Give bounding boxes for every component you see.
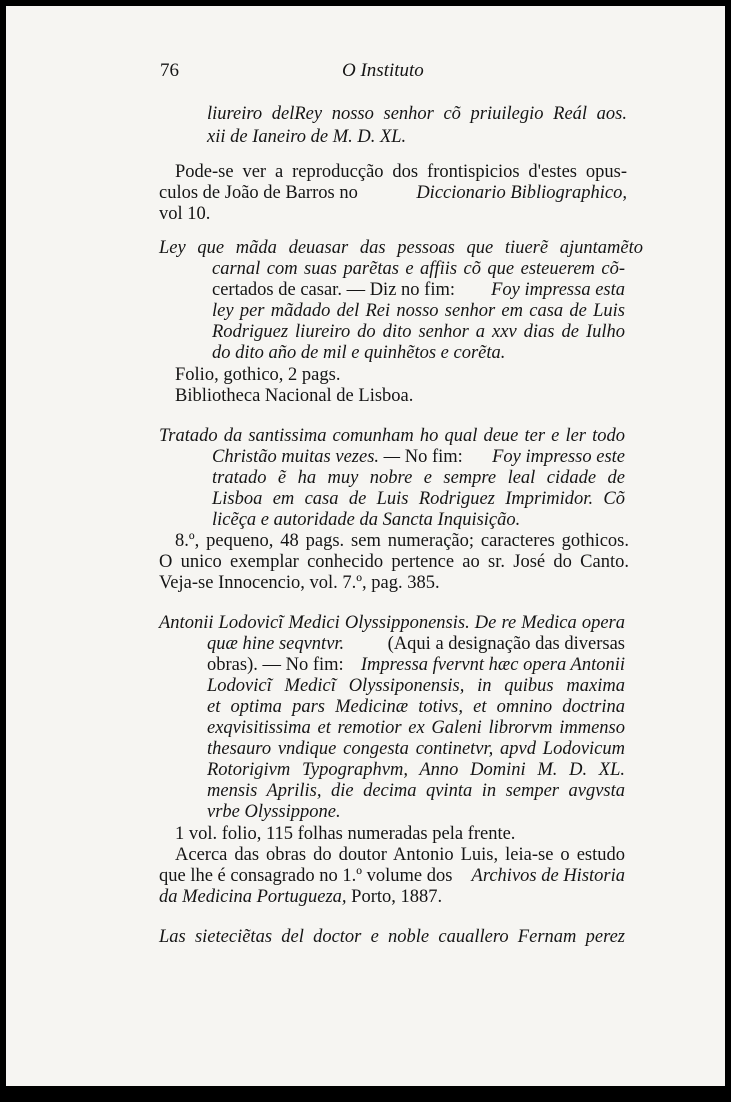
running-title: O Instituto: [342, 60, 424, 81]
text-line: do dito año de mil e quinhẽtos e corẽta.: [212, 343, 506, 363]
text-run: culos de João de Barros no: [159, 183, 358, 203]
text-line-group: [207, 654, 625, 676]
text-line: O unico exemplar conhecido pertence ao sr. José do Canto.: [159, 552, 629, 572]
text-line: 1 vol. folio, 115 folhas numeradas pela frente.: [175, 824, 516, 844]
text-run-italic: Foy impressa esta: [491, 280, 625, 300]
text-run: certados de casar. — Diz no fim:: [212, 280, 455, 300]
text-line: vrbe Olyssippone.: [207, 802, 341, 822]
text-line-group: [207, 633, 625, 655]
text-line: Lisboa em casa de Luis Rodriguez Imprimidor. Cõ: [212, 489, 625, 509]
text-line-group: [159, 886, 442, 908]
text-run: No fim:: [404, 447, 463, 467]
text-line: et optima pars Medicinæ totivs, et omnino doctrina: [207, 697, 625, 717]
text-line: Lodovicĩ Medicĩ Olyssiponensis, in quibus maxima: [207, 676, 625, 696]
page-header: [160, 60, 580, 86]
text-run: (Aqui a designação das diversas: [387, 634, 625, 654]
text-line: Las sieteciẽtas del doctor e noble cauallero Fernam perez: [159, 927, 625, 947]
text-run: que lhe é consagrado no 1.º volume dos: [159, 866, 453, 886]
text-line: carnal com suas parẽtas e affiis cõ que esteuerem cõ-: [212, 259, 625, 279]
text-line: Bibliotheca Nacional de Lisboa.: [175, 386, 414, 406]
text-run-italic: Impressa fvervnt hæc opera Antonii: [360, 655, 625, 675]
text-run: Porto, 1887.: [351, 887, 443, 907]
text-line: Rodriguez liureiro do dito senhor a xxv dias de Iulho: [212, 322, 625, 342]
text-line: xii de Ianeiro de M. D. XL.: [207, 127, 407, 147]
text-line: Folio, gothico, 2 pags.: [175, 365, 341, 385]
text-line-group: [159, 182, 627, 204]
text-line: thesauro vndique congesta continetvr, apvd Lodovicum: [207, 739, 625, 759]
text-line: Antonii Lodovicĩ Medici Olyssipponensis. De re Medica opera: [159, 613, 625, 633]
text-run-italic: Archivos de Historia: [471, 866, 625, 886]
text-line: Acerca das obras do doutor Antonio Luis, leia-se o estudo: [175, 845, 625, 865]
text-line: licẽça e autoridade da Sancta Inquisição.: [212, 510, 521, 530]
text-run-italic: da Medicina Portugueza,: [159, 887, 347, 907]
text-line: exqvisitissima et remotior ex Galeni librorvm immenso: [207, 718, 625, 738]
text-line: Veja-se Innocencio, vol. 7.º, pag. 385.: [159, 573, 440, 593]
text-run-italic: Diccionario Bibliographico,: [416, 183, 627, 203]
text-line: Rotorigivm Typographvm, Anno Domini M. D. XL.: [207, 760, 625, 780]
text-line: liureiro delRey nosso senhor cõ priuilegio Reál aos.: [207, 104, 627, 124]
text-line: vol 10.: [159, 204, 211, 224]
text-line: Pode-se ver a reproducção dos frontispicios d'estes opus-: [175, 162, 627, 182]
text-run-italic: quæ hine seqvntvr.: [207, 634, 345, 654]
text-line: Ley que mãda deuasar das pessoas que tiuerẽ ajuntamẽto: [159, 238, 643, 258]
text-line: ley per mãdado del Rei nosso senhor em casa de Luis: [212, 301, 625, 321]
text-line: tratado ẽ ha muy nobre e sempre leal cidade de: [212, 468, 625, 488]
text-line-group: [159, 865, 625, 887]
text-run: obras). — No fim:: [207, 655, 344, 675]
text-line-group: [212, 279, 625, 301]
text-line: mensis Aprilis, die decima qvinta in semper avgvsta: [207, 781, 625, 801]
text-run-italic: Foy impresso este: [492, 447, 625, 467]
text-line-group: [212, 446, 625, 468]
text-line: 8.º, pequeno, 48 pags. sem numeração; caracteres gothicos.: [175, 531, 629, 551]
page-number: 76: [160, 60, 179, 81]
text-run-italic: Christão muitas vezes. —: [212, 447, 401, 467]
text-line: Tratado da santissima comunham ho qual deue ter e ler todo: [159, 426, 625, 446]
